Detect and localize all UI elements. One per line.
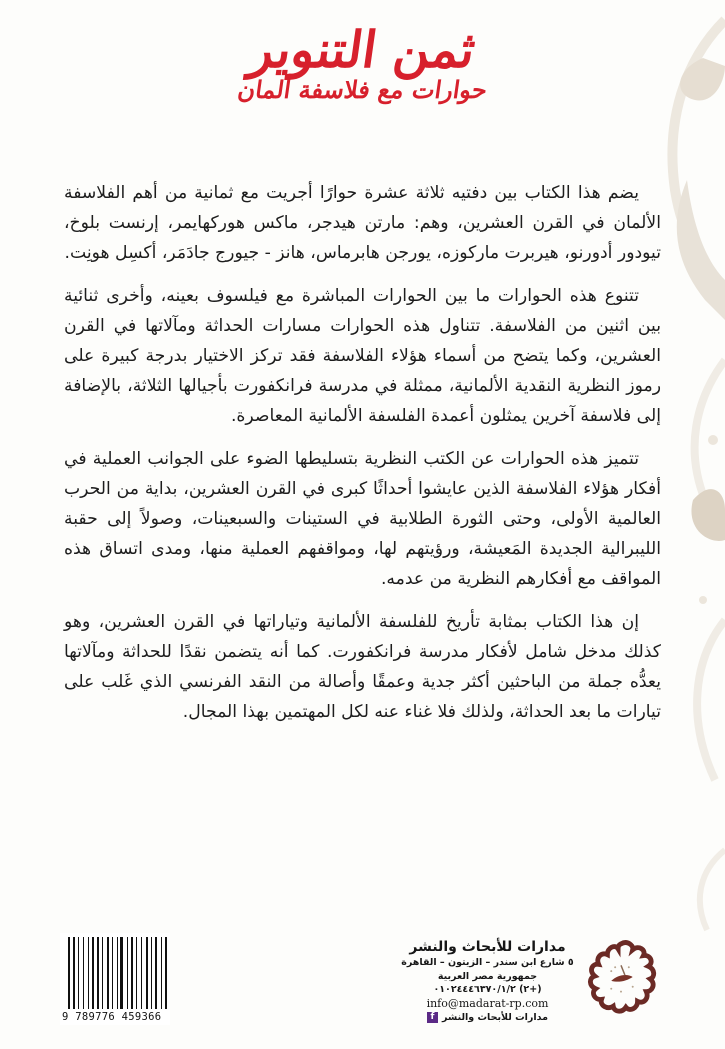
blurb-text	[64, 178, 661, 739]
isbn-number: 9 789776 459366	[62, 1011, 162, 1023]
publisher-info	[400, 938, 575, 1025]
blurb-paragraph-2: تتنوع هذه الحوارات ما بين الحوارات المباشرة مع فيلسوف بعينه، وأخرى ثنائية بين اثنين من الفلاسفة. تتناول هذه الحوارات مسارات الحداثة ومآلاتها في القرن العشرين، وكما يتضح من أسماء هؤلاء الفلاسفة فقد تركز الاختيار بدرجة كبيرة على رموز النظرية النقدية الألمانية، ممثلة في مدرسة فرانكفورت بأجيالها الثلاثة، بالإضافة إلى فلاسفة آخرين يمثلون أعمدة الفلسفة الألمانية المعاصرة.	[64, 285, 661, 427]
blurb-paragraph-4: إن هذا الكتاب بمثابة تأريخ للفلسفة الألمانية وتياراتها في القرن العشرين، وهو كذلك مدخل شامل لأفكار مدرسة فرانكفورت. كما أنه يتضمن نقدًا للحداثة ومآلاتها يعدُّه جملة من الباحثين أكثر جدية وعمقًا وأصالة من النقد الفرنسي الذي غَلب على تيارات ما بعد الحداثة، ولذلك فلا غناء عنه لكل المهتمين بهذا المجال.	[64, 611, 661, 723]
isbn-barcode	[60, 933, 170, 1025]
publisher-address-line2: جمهورية مصر العربية	[437, 970, 538, 982]
publisher-email[interactable]: info@madarat-rp.com	[426, 996, 549, 1010]
book-title: ثمن التنوير	[245, 20, 480, 79]
publisher-logo-icon	[582, 938, 660, 1016]
cover-title-block	[0, 22, 725, 104]
facebook-icon: f	[427, 1012, 438, 1023]
barcode-bars-icon	[66, 937, 168, 1009]
publisher-phone: (+٢) ٠١٠٢٤٤٤٦٣٧٠/١/٢	[433, 984, 542, 995]
book-subtitle: حوارات مع فلاسفة ألمان	[235, 75, 490, 104]
facebook-label: مدارات للأبحاث والنشر	[442, 1011, 549, 1023]
blurb-paragraph-3: تتميز هذه الحوارات عن الكتب النظرية بتسليطها الضوء على الجوانب العملية في أفكار هؤلاء الفلاسفة الذين عايشوا أحداثًا كبرى في القرن العشرين، بداية من الحرب العالمية الأولى، وحتى الثورة الطلابية في الستينات والسبعينات، وصولاً إلى حقبة الليبرالية الجديدة المَعيشة، ورؤيتهم لها، ومواقفهم العملية منها، ومدى اتساق هذه المواقف مع أفكارهم النظرية من عدمه.	[64, 448, 661, 590]
publisher-address-line1: ٥ شارع ابن سندر – الزيتون – القاهرة	[401, 957, 574, 968]
publisher-facebook[interactable]	[400, 1011, 575, 1025]
publisher-name: مدارات للأبحاث والنشر	[409, 939, 566, 955]
blurb-paragraph-1: يضم هذا الكتاب بين دفتيه ثلاثة عشرة حوارًا أجريت مع ثمانية من أهم الفلاسفة الألمان في القرن العشرين، وهم: مارتن هيدجر، ماكس هوركهايمر، إرنست بلوخ، تيودور أدورنو، هيربرت ماركوزه، يورجن هابرماس، هانز - جيورج جادَمَر، أكسِل هونِت.	[64, 183, 661, 264]
